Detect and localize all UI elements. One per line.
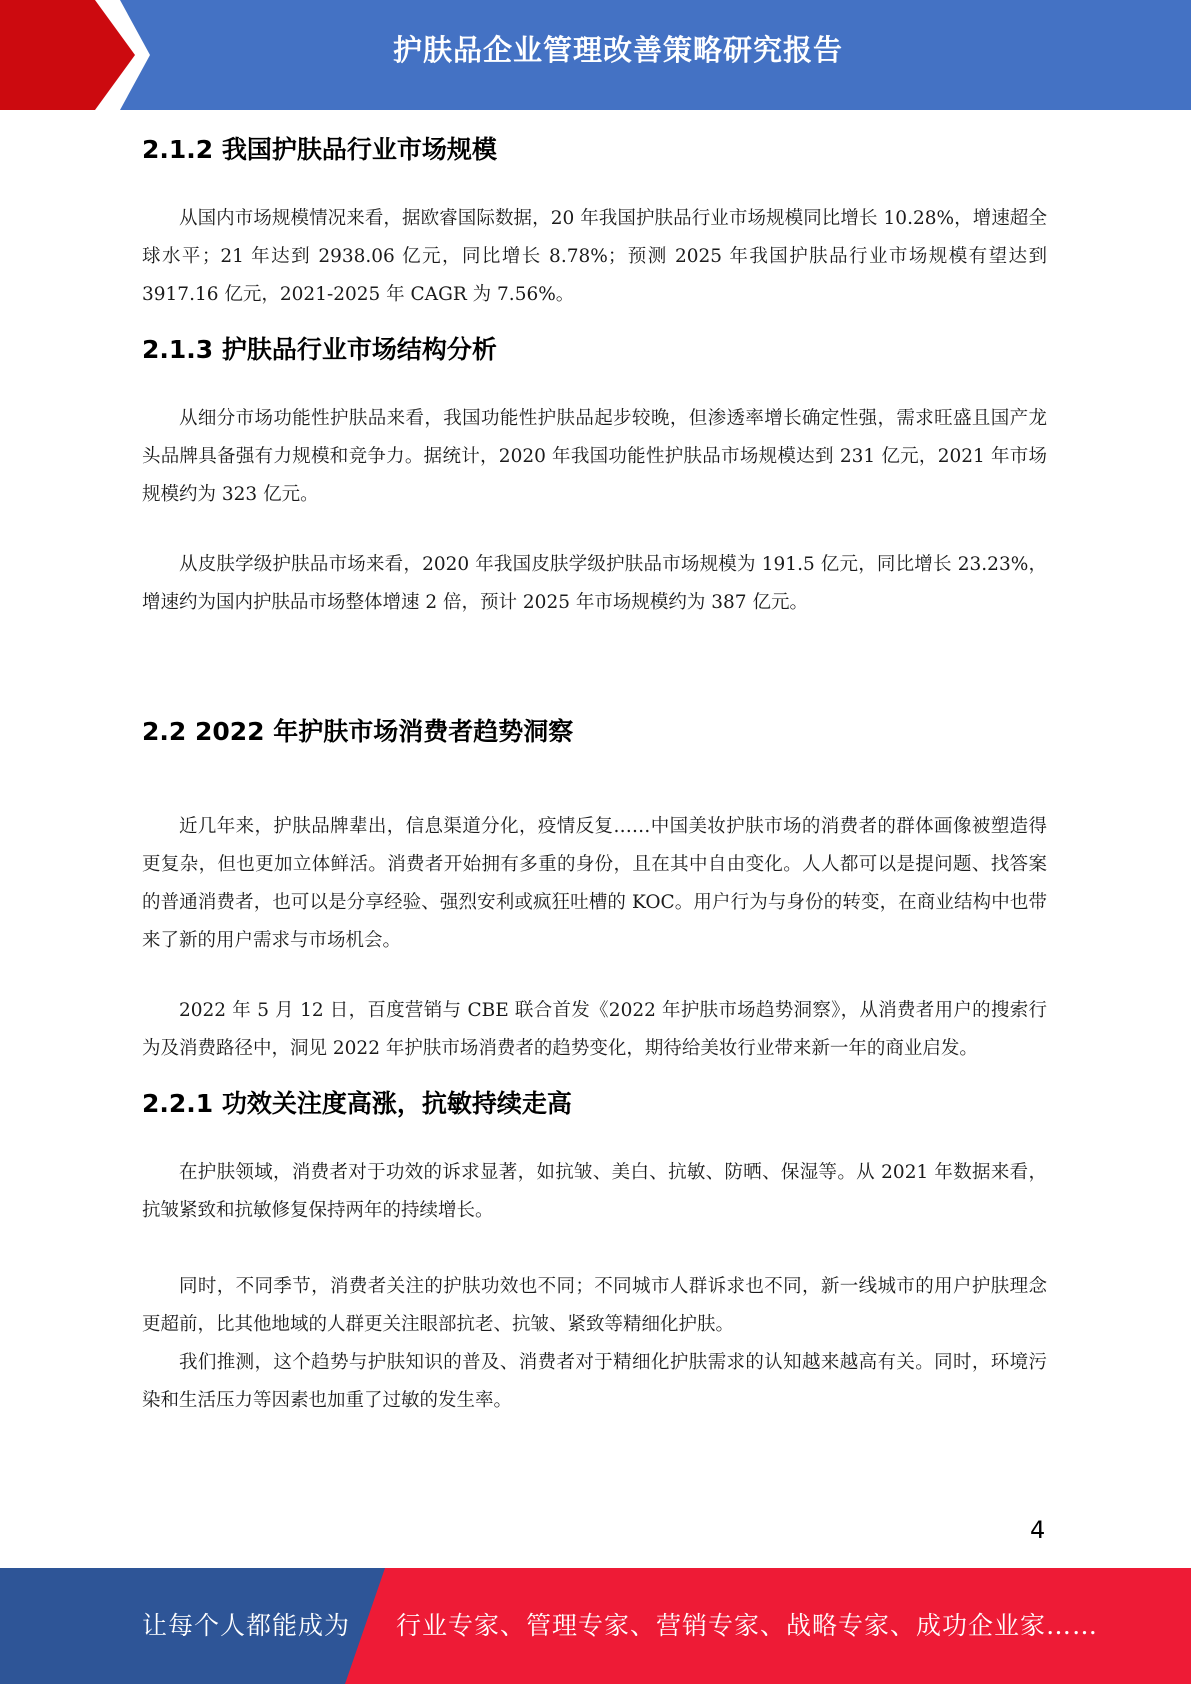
paragraph: 从国内市场规模情况来看，据欧睿国际数据，20 年我国护肤品行业市场规模同比增长 10.28%，增速超全球水平；21 年达到 2938.06 亿元，同比增长 8.78%；预测 2025 年我国护肤品行业市场规模有望达到 3917.16 亿元，2021-2025 年 CAGR 为 7.56%。 [142,208,1047,305]
section-2-1-2 [142,128,1047,314]
page-footer [0,1568,1191,1684]
footer-slogan-left: 让每个人都能成为 [142,1611,351,1640]
report-title: 护肤品企业管理改善策略研究报告 [392,33,843,67]
paragraph: 2022 年 5 月 12 日，百度营销与 CBE 联合首发《2022 年护肤市场趋势洞察》，从消费者用户的搜索行为及消费路径中，洞见 2022 年护肤市场消费者的趋势变化，期待给美妆行业带来新一年的商业启发。 [142,1000,1047,1059]
document-body [142,128,1047,1420]
section-heading: 2.2 2022 年护肤市场消费者趋势洞察 [142,717,574,746]
section-2-1-3 [142,328,1047,622]
page-number: 4 [1030,1516,1046,1544]
paragraph: 从细分市场功能性护肤品来看，我国功能性护肤品起步较晚，但渗透率增长确定性强，需求旺盛且国产龙头品牌具备强有力规模和竞争力。据统计，2020 年我国功能性护肤品市场规模达到 231 亿元，2021 年市场规模约为 323 亿元。 [142,408,1047,505]
section-heading: 2.2.1 功效关注度高涨，抗敏持续走高 [142,1089,572,1118]
paragraph: 在护肤领域，消费者对于功效的诉求显著，如抗皱、美白、抗敏、防晒、保湿等。从 2021 年数据来看，抗皱紧致和抗敏修复保持两年的持续增长。 [142,1162,1047,1221]
paragraph: 从皮肤学级护肤品市场来看，2020 年我国皮肤学级护肤品市场规模为 191.5 亿元，同比增长 23.23%，增速约为国内护肤品市场整体增速 2 倍，预计 2025 年市场规模约为 387 亿元。 [142,554,1047,613]
paragraph: 我们推测，这个趋势与护肤知识的普及、消费者对于精细化护肤需求的认知越来越高有关。同时，环境污染和生活压力等因素也加重了过敏的发生率。 [142,1352,1047,1411]
page-header [0,0,1191,110]
footer-slogan-right: 行业专家、管理专家、营销专家、战略专家、成功企业家…… [396,1611,1099,1640]
section-heading: 2.1.3 护肤品行业市场结构分析 [142,335,497,364]
section-2-2-1 [142,1082,1047,1420]
section-heading: 2.1.2 我国护肤品行业市场规模 [142,135,497,164]
paragraph: 同时，不同季节，消费者关注的护肤功效也不同；不同城市人群诉求也不同，新一线城市的用户护肤理念更超前，比其他地域的人群更关注眼部抗老、抗皱、紧致等精细化护肤。 [142,1276,1047,1335]
section-2-2 [142,710,1047,1068]
paragraph: 近几年来，护肤品牌辈出，信息渠道分化，疫情反复……中国美妆护肤市场的消费者的群体画像被塑造得更复杂，但也更加立体鲜活。消费者开始拥有多重的身份，且在其中自由变化。人人都可以是提问题、找答案的普通消费者，也可以是分享经验、强烈安利或疯狂吐槽的 KOC。用户行为与身份的转变，在商业结构中也带来了新的用户需求与市场机会。 [142,816,1047,951]
